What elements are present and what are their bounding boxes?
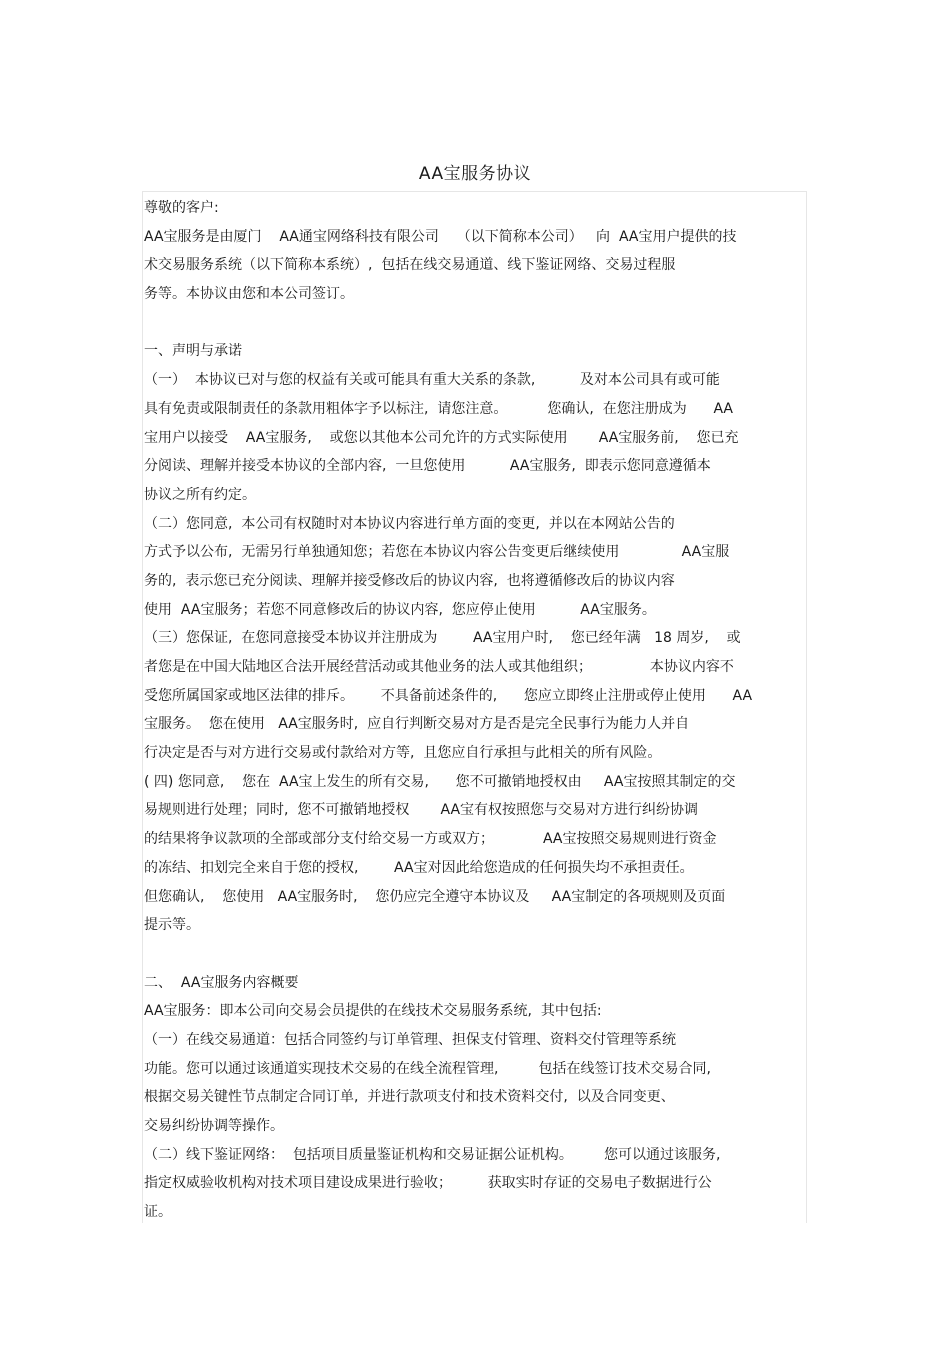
text-line: 受您所属国家或地区法律的排斥。 不具备前述条件的, 您应立即终止注册或停止使用 AA [144, 687, 753, 704]
document-title: AA宝服务协议 [418, 164, 532, 184]
text-line: 易规则进行处理；同时, 您不可撤销地授权 AA宝有权按照您与交易对方进行纠纷协调 [144, 802, 699, 819]
text-line: 交易纠纷协调等操作。 [144, 1118, 284, 1134]
text-line: 方式予以公布, 无需另行单独通知您；若您在本协议内容公告变更后继续使用 AA宝服 [144, 544, 730, 561]
text-line: 功能。您可以通过该通道实现技术交易的在线全流程管理, 包括在线签订技术交易合同, [144, 1060, 711, 1077]
section-heading: 二、 AA宝服务内容概要 [144, 974, 299, 991]
text-line: AA宝服务是由厦门 AA通宝网络科技有限公司 （以下简称本公司） 向 AA宝用户提供的技 [144, 228, 737, 245]
text-line: （三）您保证, 在您同意接受本协议并注册成为 AA宝用户时, 您已经年满 18 周岁, 或 [144, 630, 741, 647]
text-line: 具有免责或限制责任的条款用粗体字予以标注, 请您注意。 您确认, 在您注册成为 AA [144, 400, 733, 417]
text-line: 提示等。 [144, 917, 200, 934]
section-heading: 一、声明与承诺 [144, 343, 242, 360]
text-line: （一）在线交易通道：包括合同签约与订单管理、担保支付管理、资料交付管理等系统 [144, 1031, 676, 1048]
text-line: 指定权威验收机构对技术项目建设成果进行验收； 获取实时存证的交易电子数据进行公 [144, 1175, 712, 1192]
text-line: 的结果将争议款项的全部或部分支付给交易一方或双方； AA宝按照交易规则进行资金 [144, 831, 717, 848]
text-line: 尊敬的客户: [144, 200, 219, 216]
text-line: 者您是在中国大陆地区合法开展经营活动或其他业务的法人或其他组织； 本协议内容不 [144, 659, 734, 675]
text-line: 务的, 表示您已充分阅读、理解并接受修改后的协议内容, 也将遵循修改后的协议内容 [144, 572, 675, 589]
document-body [144, 194, 814, 1227]
text-line: 协议之所有约定。 [144, 486, 256, 503]
text-line: （二）您同意, 本公司有权随时对本协议内容进行单方面的变更, 并以在本网站公告的 [144, 515, 675, 532]
text-line: 行决定是否与对方进行交易或付款给对方等, 且您应自行承担与此相关的所有风险。 [144, 745, 662, 762]
text-line: ( 四) 您同意, 您在 AA宝上发生的所有交易, 您不可撤销地授权由 AA宝按照其制定的交 [144, 773, 736, 790]
blank-line [144, 940, 814, 969]
text-line: 根据交易关键性节点制定合同订单, 并进行款项支付和技术资料交付, 以及合同变更、 [144, 1089, 675, 1106]
text-line: 宝服务。 您在使用 AA宝服务时, 应自行判断交易对方是否是完全民事行为能力人并自 [144, 716, 690, 733]
text-line: （一） 本协议已对与您的权益有关或可能具有重大关系的条款, 及对本公司具有或可能 [144, 372, 720, 389]
text-line: 宝用户以接受 AA宝服务, 或您以其他本公司允许的方式实际使用 AA宝服务前, 您已充 [144, 429, 739, 446]
text-line: 分阅读、理解并接受本协议的全部内容, 一旦您使用 AA宝服务, 即表示您同意遵循本 [144, 458, 711, 475]
text-line: 术交易服务系统（以下简称本系统）, 包括在线交易通道、线下鉴证网络、交易过程服 [144, 257, 676, 274]
text-line: 使用 AA宝服务；若您不同意修改后的协议内容, 您应停止使用 AA宝服务。 [144, 601, 656, 618]
text-line: 务等。本协议由您和本公司签订。 [144, 286, 354, 303]
text-line: （二）线下鉴证网络： 包括项目质量鉴证机构和交易证据公证机构。 您可以通过该服务, [144, 1146, 721, 1163]
text-line: 但您确认, 您使用 AA宝服务时, 您仍应完全遵守本协议及 AA宝制定的各项规则及页面 [144, 888, 726, 905]
blank-line [144, 309, 814, 338]
text-line: 的冻结、扣划完全来自于您的授权, AA宝对因此给您造成的任何损失均不承担责任。 [144, 859, 694, 876]
text-line: 证。 [144, 1204, 172, 1221]
text-line: AA宝服务：即本公司向交易会员提供的在线技术交易服务系统, 其中包括: [144, 1003, 602, 1020]
